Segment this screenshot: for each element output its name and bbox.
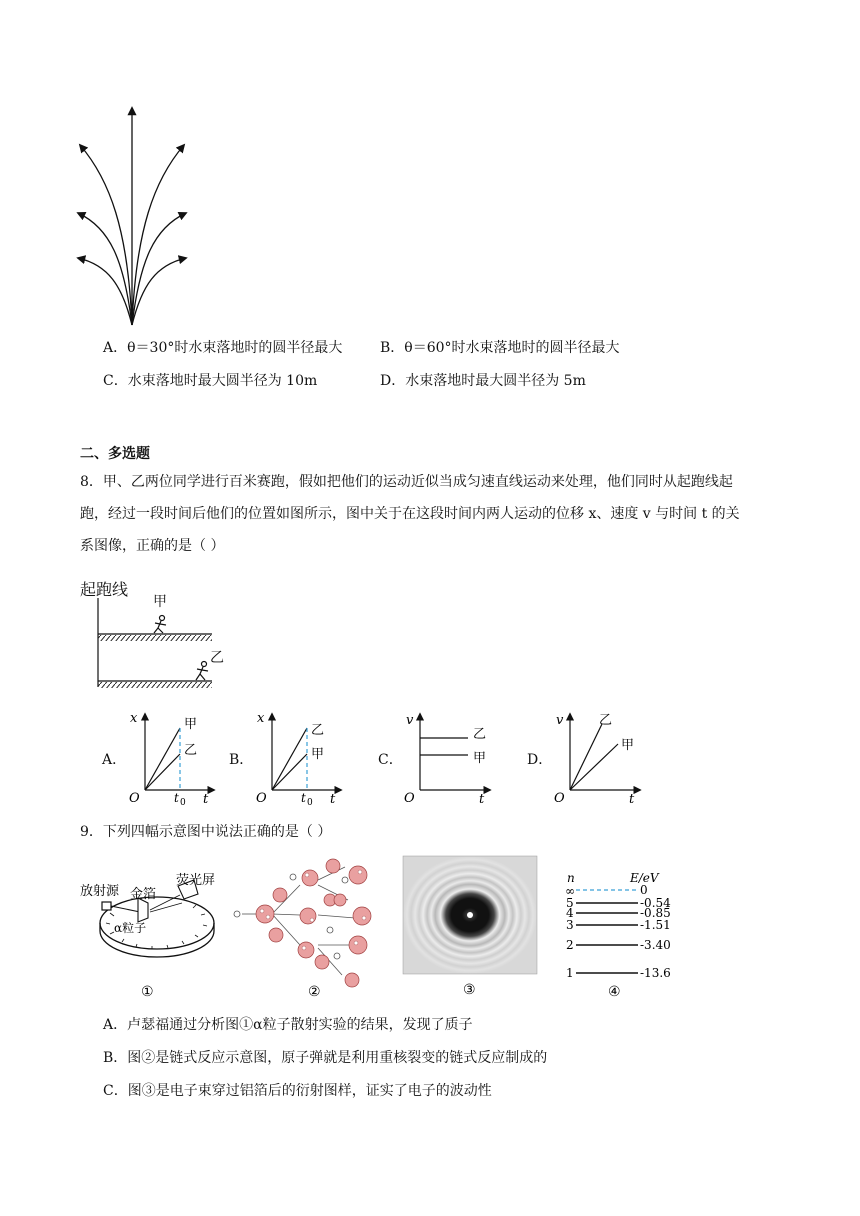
svg-text:5: 5 — [566, 896, 574, 910]
svg-text:O: O — [554, 791, 565, 806]
particle-label: α粒子 — [114, 921, 147, 935]
svg-text:甲: 甲 — [184, 717, 198, 732]
svg-text:O: O — [256, 791, 267, 806]
svg-text:t: t — [629, 792, 635, 806]
runner-yi-icon — [196, 662, 208, 681]
svg-text:乙: 乙 — [184, 743, 198, 758]
svg-text:2: 2 — [566, 938, 574, 952]
q9-option-b: B．图②是链式反应示意图，原子弹就是利用重核裂变的链式反应制成的 — [103, 1050, 548, 1066]
svg-text:-0.54: -0.54 — [640, 896, 671, 910]
fountain-figure — [60, 95, 200, 335]
q8-option-b-graph — [252, 706, 352, 806]
q8-option-c-label: C． — [378, 752, 403, 768]
runner-jia-icon — [154, 616, 166, 634]
fig4-caption: ④ — [608, 984, 621, 1000]
e-axis-label: E/eV — [630, 871, 659, 885]
svg-text:-13.6: -13.6 — [640, 966, 671, 980]
fig3-caption: ③ — [463, 982, 476, 998]
q7-option-b: B．θ＝60°时水束落地时的圆半径最大 — [380, 340, 620, 356]
q9-stem: 9．下列四幅示意图中说法正确的是（ ） — [80, 824, 332, 840]
svg-text:t: t — [330, 792, 336, 806]
fig1-caption: ① — [141, 984, 154, 1000]
svg-text:x: x — [130, 711, 138, 726]
q8-option-d-label: D． — [527, 752, 553, 768]
q8-option-b-label: B． — [229, 752, 254, 768]
svg-text:t: t — [203, 792, 209, 806]
race-track-figure — [78, 575, 228, 695]
source-label: 放射源 — [80, 884, 120, 899]
q9-option-a: A．卢瑟福通过分析图①α粒子散射实验的结果，发现了质子 — [103, 1017, 473, 1033]
svg-text:1: 1 — [566, 966, 574, 980]
svg-text:t: t — [479, 792, 485, 806]
svg-text:O: O — [404, 791, 415, 806]
foil-label: 金箔 — [130, 887, 157, 902]
q8-stem-line3: 系图像，正确的是（ ） — [80, 538, 225, 554]
svg-text:甲: 甲 — [311, 747, 325, 762]
svg-text:t: t — [301, 791, 306, 805]
q8-option-a-label: A． — [102, 752, 127, 768]
svg-text:-1.51: -1.51 — [640, 918, 671, 932]
fig2-caption: ② — [308, 984, 321, 1000]
q8-option-a-graph — [125, 706, 225, 806]
svg-text:4: 4 — [566, 906, 574, 920]
q8-stem-line2: 跑，经过一段时间后他们的位置如图所示，图中关于在这段时间内两人运动的位移 x、速度 v 与时间 t 的关 — [80, 506, 740, 522]
q7-option-d: D．水束落地时最大圆半径为 5m — [380, 373, 586, 389]
section-title: 二、多选题 — [80, 446, 150, 462]
chain-reaction-figure — [228, 850, 398, 1000]
svg-text:0: 0 — [307, 798, 313, 806]
svg-text:v: v — [556, 713, 564, 728]
n-axis-label: n — [567, 871, 575, 885]
svg-text:v: v — [406, 713, 414, 728]
svg-text:∞: ∞ — [565, 884, 575, 898]
svg-text:0: 0 — [180, 798, 186, 806]
svg-text:t: t — [174, 791, 179, 805]
runner-yi-label: 乙 — [210, 650, 224, 666]
svg-text:-0.85: -0.85 — [640, 906, 671, 920]
runner-jia-label: 甲 — [153, 594, 167, 610]
svg-text:乙: 乙 — [473, 727, 487, 742]
alpha-scattering-figure — [78, 848, 238, 1000]
q8-option-c-graph — [400, 706, 500, 806]
q8-stem-line1: 8．甲、乙两位同学进行百米赛跑，假如把他们的运动近似当成匀速直线运动来处理，他们同时从起跑线起 — [80, 474, 733, 490]
energy-level-figure — [560, 865, 680, 1000]
screen-label: 荧光屏 — [176, 873, 216, 888]
q9-option-c: C．图③是电子束穿过铝箔后的衍射图样，证实了电子的波动性 — [103, 1083, 492, 1099]
q8-stem — [80, 466, 800, 562]
svg-text:-3.40: -3.40 — [640, 938, 671, 952]
svg-text:O: O — [129, 791, 140, 806]
svg-text:0: 0 — [640, 883, 648, 897]
q7-option-c: C．水束落地时最大圆半径为 10m — [103, 373, 318, 389]
svg-text:甲: 甲 — [473, 751, 487, 766]
svg-text:乙: 乙 — [599, 713, 613, 728]
svg-text:乙: 乙 — [311, 723, 325, 738]
svg-text:甲: 甲 — [621, 738, 635, 753]
svg-text:x: x — [257, 711, 265, 726]
start-line-label: 起跑线 — [80, 580, 129, 599]
q7-option-a: A．θ＝30°时水束落地时的圆半径最大 — [103, 340, 343, 356]
q8-option-d-graph — [550, 706, 650, 806]
svg-text:3: 3 — [566, 918, 574, 932]
diffraction-pattern-figure — [402, 855, 538, 1000]
